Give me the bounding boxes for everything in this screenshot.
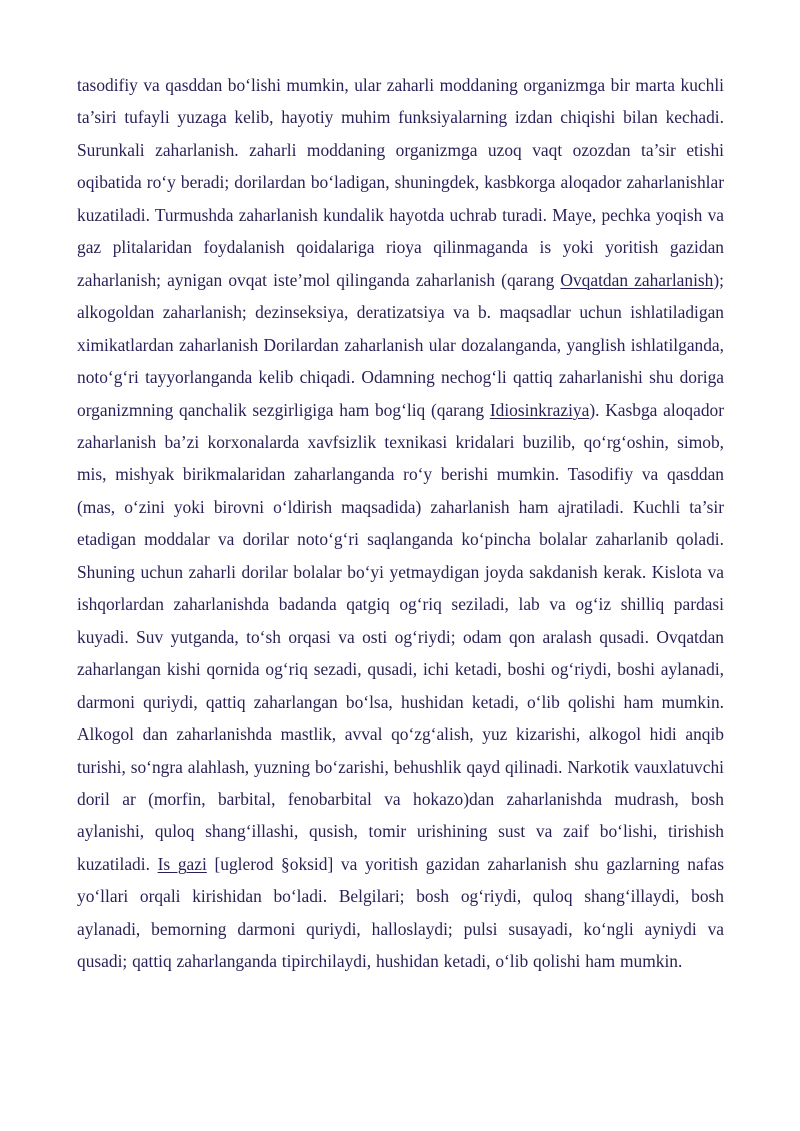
text-segment: [uglerod §oksid] va yoritish gazidan zaharlanish shu gazlarning nafas yo‘llari orqali kirishidan bo‘ladi. Belgilari; bosh og‘riydi, quloq shang‘illaydi, bosh aylanadi, bemorning darmoni quriydi, halloslaydi; pulsi susayadi, ko‘ngli ayniydi va qusadi; qattiq zaharlanganda tipirchilaydi, hushidan ketadi, o‘lib qolishi ham mumkin.	[77, 853, 724, 972]
link-is-gazi[interactable]: Is gazi	[157, 853, 207, 874]
text-segment: ). Kasbga aloqador zaharlanish ba’zi korxonalarda xavfsizlik texnikasi kridalari buzilib, qo‘rg‘oshin, simob, mis, mishyak birikmalaridan zaharlanganda ro‘y berishi mumkin. Tasodifiy va qasddan (mas, o‘zini yoki birovni o‘ldirish maqsadida) zaharlanish ham ajratiladi. Kuchli ta’sir etadigan moddalar va dorilar noto‘g‘ri saqlanganda ko‘pincha bolalar zaharlanib qoladi. Shuning uchun zaharli dorilar bolalar bo‘yi yetmaydigan joyda sakdanish kerak. Kislota va ishqorlardan zaharlanishda badanda qatgiq og‘riq seziladi, lab va og‘iz shilliq pardasi kuyadi. Suv yutganda, to‘sh orqasi va osti og‘riydi; odam qon aralash qusadi. Ovqatdan zaharlangan kishi qornida og‘riq sezadi, qusadi, ichi ketadi, boshi og‘riydi, boshi aylanadi, darmoni quriydi, qattiq zaharlangan bo‘lsa, hushidan ketadi, o‘lib qolishi ham mumkin. Alkogol dan zaharlanishda mastlik, avval qo‘zg‘alish, yuz kizarishi, alkogol hidi anqib turishi, so‘ngra alahlash, yuzning bo‘zarishi, behushlik qayd qilinadi. Narkotik vauxlatuvchi doril ar (morfin, barbital, fenobarbital va hokazo)dan zaharlanishda mudrash, bosh aylanishi, quloq shang‘illashi, qusish, tomir urishining sust va zaif bo‘lishi, tirishish kuzatiladi.	[77, 399, 724, 874]
link-idiosinkraziya[interactable]: Idiosinkraziya	[489, 399, 590, 420]
text-segment: tasodifiy va qasddan bo‘lishi mumkin, ular zaharli moddaning organizmga bir marta kuchli ta’siri tufayli yuzaga kelib, hayotiy muhim funksiyalarning izdan chiqishi bilan kechadi. Surunkali zaharlanish. zaharli moddaning organizmga uzoq vaqt ozozdan ta’sir etishi oqibatida ro‘y beradi; dorilardan bo‘ladigan, shuningdek, kasbkorga aloqador zaharlanishlar kuzatiladi. Turmushda zaharlanish kundalik hayotda uchrab turadi. Maye, pechka yoqish va gaz plitalaridan foydalanish qoidalariga rioya qilinmaganda is yoki yoritish gazidan zaharlanish; aynigan ovqat iste’mol qilinganda zaharlanish (qarang	[77, 75, 724, 290]
body-paragraph	[77, 69, 724, 978]
text-segment: ); alkogoldan zaharlanish; dezinseksiya, deratizatsiya va b. maqsadlar uchun ishlatiladigan ximikatlardan zaharlanish Dorilardan zaharlanish ular dozalanganda, yanglish ishlatilganda, noto‘g‘ri tayyorlanganda kelib chiqadi. Odamning nechog‘li qattiq zaharlanishi shu doriga organizmning qanchalik sezgirligiga ham bog‘liq (qarang	[77, 269, 724, 420]
link-ovqatdan-zaharlanish[interactable]: Ovqatdan zaharlanish	[560, 269, 714, 290]
document-page	[77, 69, 724, 978]
